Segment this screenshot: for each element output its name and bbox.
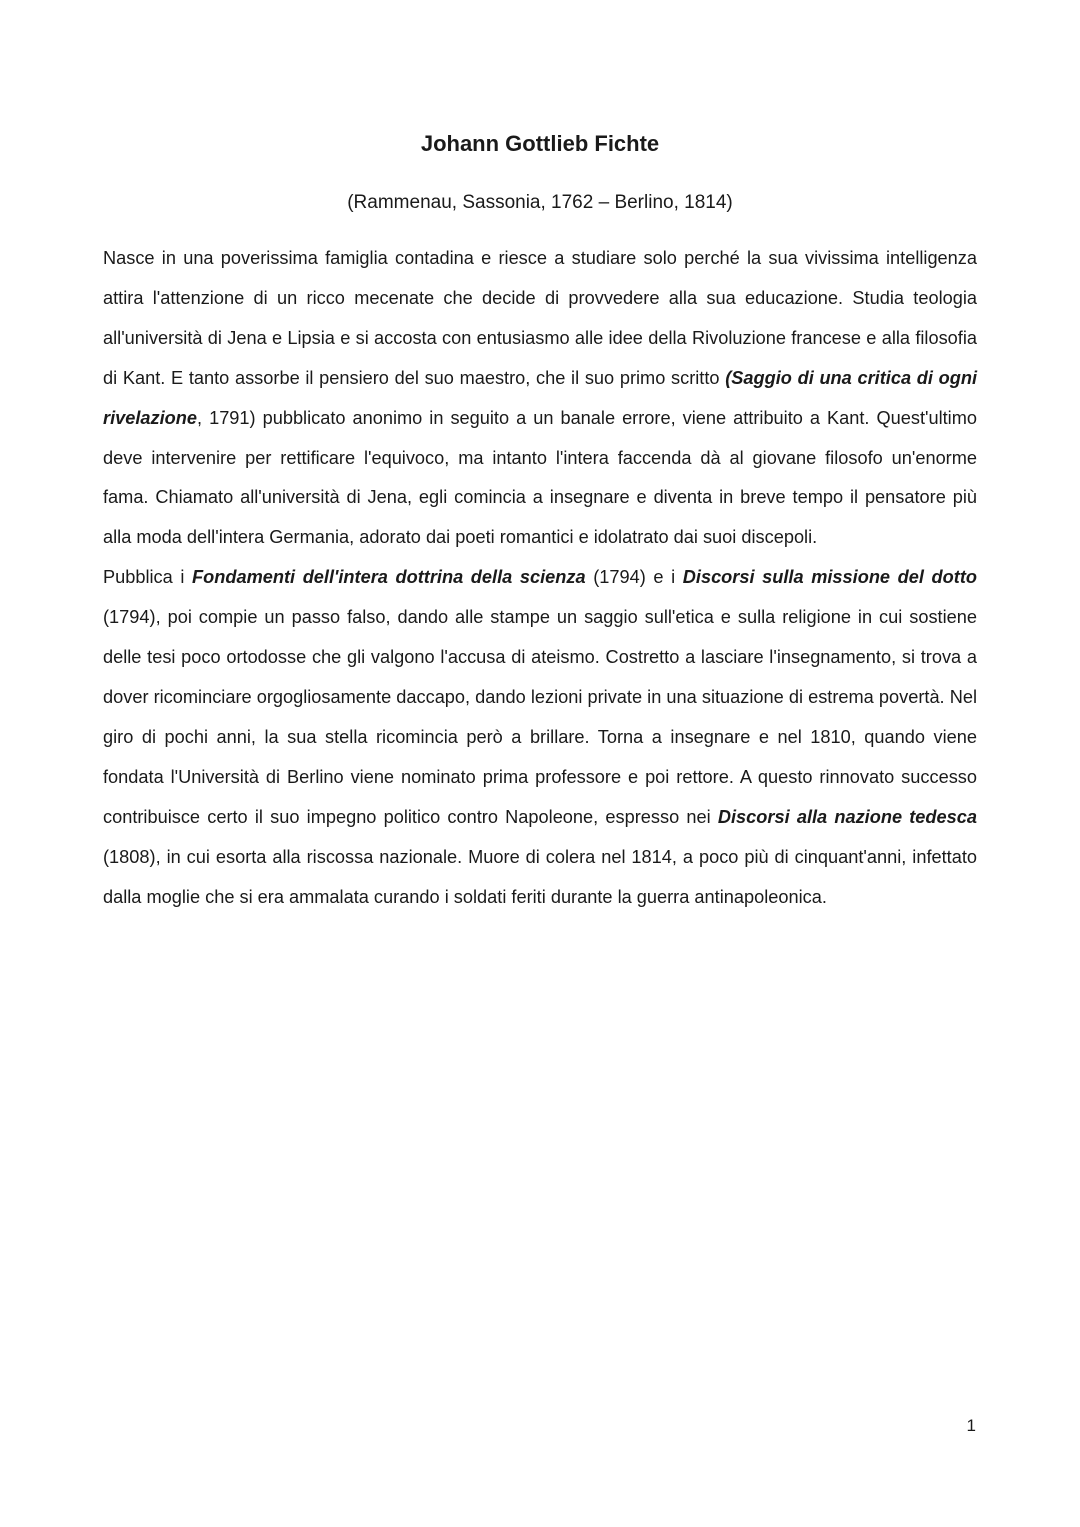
paragraph-2 — [103, 558, 977, 917]
paragraph-2-text-a: Pubblica i — [103, 567, 193, 588]
paragraph-1 — [103, 239, 977, 558]
body-text — [103, 239, 977, 917]
page-number: 1 — [966, 1416, 976, 1435]
paragraph-1-text-a: Nasce in una poverissima famiglia contadina e riesce a studiare solo perché la sua vivissima intelligenza attira l'attenzione di un ricco mecenate che decide di provvedere alla sua educazione. Studia teologia all'università di Jena e Lipsia e si accosta con entusiasmo alle idee della Rivoluzione francese e alla filosofia di Kant. E tanto assorbe il pensiero del suo maestro, che il suo primo scritto — [103, 248, 977, 388]
work-title-saggio: (Saggio di una critica di ogni rivelazione — [103, 367, 977, 428]
page-subtitle: (Rammenau, Sassonia, 1762 – Berlino, 1814) — [347, 192, 733, 213]
paragraph-2-text-b: (1794) e i — [585, 567, 683, 588]
paragraph-1-text-b: , 1791) pubblicato anonimo in seguito a un banale errore, viene attribuito a Kant. Quest'ultimo deve intervenire per rettificare l'equivoco, ma intanto l'intera faccenda dà al giovane filosofo un'enorme fama. Chiamato all'università di Jena, egli comincia a insegnare e diventa in breve tempo il pensatore più alla moda dell'intera Germania, adorato dai poeti romantici e idolatrato dai suoi discepoli. — [103, 407, 977, 548]
work-title-discorsi-dotto: Discorsi sulla missione del dotto — [682, 567, 977, 588]
paragraph-2-text-c: (1794), poi compie un passo falso, dando alle stampe un saggio sull'etica e sulla religione in cui sostiene delle tesi poco ortodosse che gli valgono l'accusa di ateismo. Costretto a lasciare l'insegnamento, si trova a dover ricominciare orgogliosamente daccapo, dando lezioni private in una situazione di estrema povertà. Nel giro di pochi anni, la sua stella ricomincia però a brillare. Torna a insegnare e nel 1810, quando viene fondata l'Università di Berlino viene nominato prima professore e poi rettore. A questo rinnovato successo contribuisce certo il suo impegno politico contro Napoleone, espresso nei — [103, 607, 977, 827]
paragraph-2-text-d: (1808), in cui esorta alla riscossa nazionale. Muore di colera nel 1814, a poco più di cinquant'anni, infettato dalla moglie che si era ammalata curando i soldati feriti durante la guerra antinapoleonica. — [103, 846, 977, 907]
page-title: Johann Gottlieb Fichte — [420, 131, 660, 156]
work-title-fondamenti: Fondamenti dell'intera dottrina della scienza — [192, 567, 586, 588]
work-title-discorsi-nazione: Discorsi alla nazione tedesca — [717, 806, 977, 827]
